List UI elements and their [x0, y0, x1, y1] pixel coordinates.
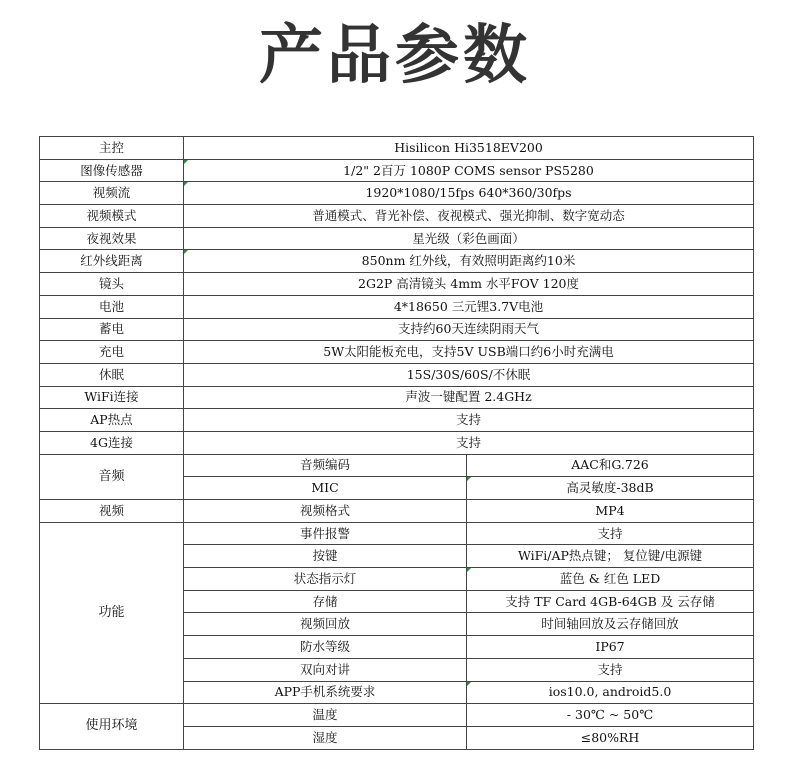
sub-value: 支持	[467, 658, 754, 681]
row-label: 充电	[40, 341, 184, 364]
sub-value: 时间轴回放及云存储回放	[467, 613, 754, 636]
group-label-environment: 使用环境	[40, 704, 184, 749]
table-row	[40, 522, 754, 545]
row-value: 850nm 红外线，有效照明距离约10米	[184, 250, 754, 273]
row-label: 电池	[40, 295, 184, 318]
sub-value: 支持	[467, 522, 754, 545]
table-row	[40, 227, 754, 250]
sub-value: 蓝色 & 红色 LED	[467, 568, 754, 591]
row-label: AP热点	[40, 409, 184, 432]
row-value: 4*18650 三元锂3.7V电池	[184, 295, 754, 318]
table-row	[40, 341, 754, 364]
sub-value: 支持 TF Card 4GB-64GB 及 云存储	[467, 590, 754, 613]
row-value: 支持	[184, 431, 754, 454]
row-label: 夜视效果	[40, 227, 184, 250]
row-label: 蓄电	[40, 318, 184, 341]
row-value: Hisilicon Hi3518EV200	[184, 137, 754, 160]
sub-value: IP67	[467, 636, 754, 659]
row-label: 红外线距离	[40, 250, 184, 273]
sub-label: 双向对讲	[184, 658, 467, 681]
table-row	[40, 182, 754, 205]
table-row	[40, 159, 754, 182]
sub-label: 状态指示灯	[184, 568, 467, 591]
table-row	[40, 250, 754, 273]
row-value: 普通模式、背光补偿、夜视模式、强光抑制、数字宽动态	[184, 205, 754, 228]
table-row	[40, 205, 754, 228]
sub-label: 温度	[184, 704, 467, 727]
sub-label: 防水等级	[184, 636, 467, 659]
table-row	[40, 500, 754, 523]
sub-label: 按键	[184, 545, 467, 568]
spec-table	[39, 136, 754, 750]
sub-label: APP手机系统要求	[184, 681, 467, 704]
row-value: 声波一键配置 2.4GHz	[184, 386, 754, 409]
sub-value: MP4	[467, 500, 754, 523]
sub-value: ≤80%RH	[467, 726, 754, 749]
table-row	[40, 409, 754, 432]
row-value: 2G2P 高清镜头 4mm 水平FOV 120度	[184, 273, 754, 296]
row-value: 1920*1080/15fps 640*360/30fps	[184, 182, 754, 205]
row-label: 休眠	[40, 363, 184, 386]
row-label: 镜头	[40, 273, 184, 296]
row-label: 视频模式	[40, 205, 184, 228]
row-label: 4G连接	[40, 431, 184, 454]
row-label: 主控	[40, 137, 184, 160]
table-row	[40, 137, 754, 160]
sub-value: ios10.0, android5.0	[467, 681, 754, 704]
table-row	[40, 273, 754, 296]
row-label: 图像传感器	[40, 159, 184, 182]
group-label-audio: 音频	[40, 454, 184, 499]
row-value: 5W太阳能板充电，支持5V USB端口约6小时充满电	[184, 341, 754, 364]
sub-label: 事件报警	[184, 522, 467, 545]
table-row	[40, 318, 754, 341]
table-row	[40, 454, 754, 477]
table-row	[40, 704, 754, 727]
sub-value: WiFi/AP热点键； 复位键/电源键	[467, 545, 754, 568]
sub-label: 存储	[184, 590, 467, 613]
table-row	[40, 431, 754, 454]
table-row	[40, 295, 754, 318]
row-value: 1/2" 2百万 1080P COMS sensor PS5280	[184, 159, 754, 182]
page-title: 产品参数	[259, 19, 531, 93]
sub-label: 视频格式	[184, 500, 467, 523]
row-label: WiFi连接	[40, 386, 184, 409]
row-label: 视频流	[40, 182, 184, 205]
row-value: 支持约60天连续阴雨天气	[184, 318, 754, 341]
table-row	[40, 386, 754, 409]
group-label-video: 视频	[40, 500, 184, 523]
table-row	[40, 363, 754, 386]
sub-value: 高灵敏度-38dB	[467, 477, 754, 500]
row-value: 星光级（彩色画面）	[184, 227, 754, 250]
sub-label: 湿度	[184, 726, 467, 749]
group-label-function: 功能	[40, 522, 184, 704]
sub-label: MIC	[184, 477, 467, 500]
sub-label: 视频回放	[184, 613, 467, 636]
row-value: 支持	[184, 409, 754, 432]
sub-label: 音频编码	[184, 454, 467, 477]
sub-value: AAC和G.726	[467, 454, 754, 477]
sub-value: - 30℃ ~ 50℃	[467, 704, 754, 727]
row-value: 15S/30S/60S/不休眠	[184, 363, 754, 386]
